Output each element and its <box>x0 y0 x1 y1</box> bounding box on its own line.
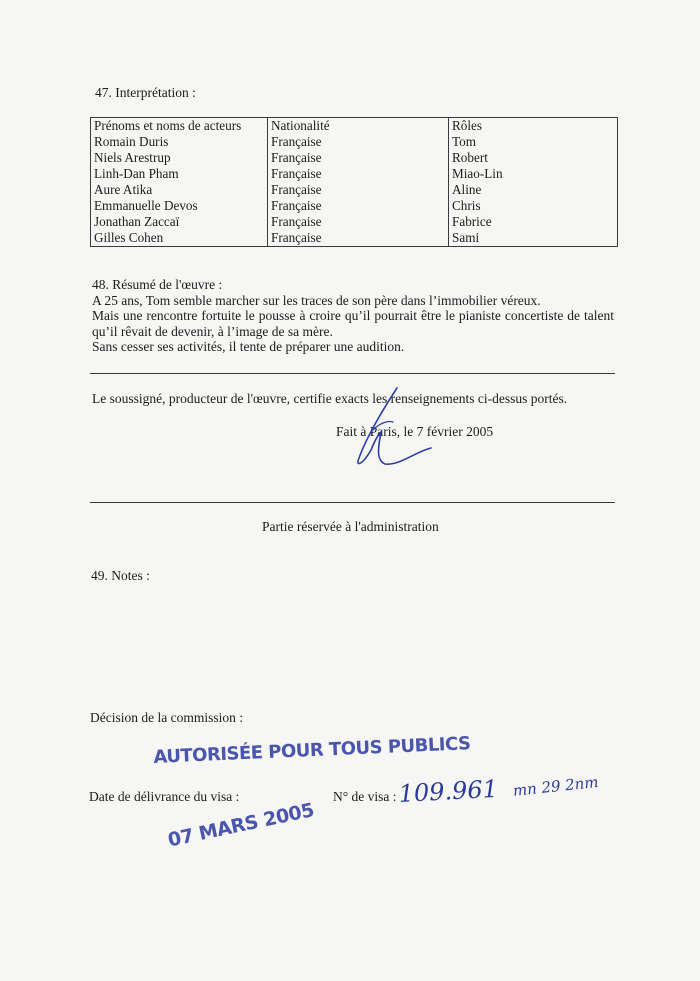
actor-name: Jonathan Zaccaï <box>94 214 180 229</box>
summary-line: Sans cesser ses activités, il tente de préparer une audition. <box>92 339 405 355</box>
summary-line: Mais une rencontre fortuite le pousse à croire qu’il pourrait être le pianiste concertiste de talent qu’il rêvait de devenir, à l’image de sa mère. <box>92 308 614 339</box>
nationality: Française <box>271 214 322 229</box>
table-row <box>91 118 618 247</box>
date-stamp: 07 MARS 2005 <box>166 799 316 852</box>
nationality: Française <box>271 166 322 181</box>
actor-name: Romain Duris <box>94 134 169 149</box>
role: Sami <box>452 230 480 245</box>
roles-column <box>449 118 618 247</box>
divider <box>90 502 615 503</box>
actor-name: Linh-Dan Pham <box>94 166 179 181</box>
actor-name: Niels Arestrup <box>94 150 171 165</box>
column-header-nationality: Nationalité <box>271 118 330 133</box>
nationality: Française <box>271 230 322 245</box>
nationality: Française <box>271 182 322 197</box>
visa-number: 109.961 <box>398 774 499 808</box>
producer-signature <box>345 384 445 474</box>
date-label: Date de délivrance du visa : <box>89 789 240 804</box>
actors-column <box>91 118 268 247</box>
section-48-summary <box>92 277 614 355</box>
notes-label: 49. Notes : <box>91 568 150 583</box>
role: Chris <box>452 198 481 213</box>
column-header-actors: Prénoms et noms de acteurs <box>94 118 242 133</box>
role: Aline <box>452 182 482 197</box>
divider <box>90 373 615 374</box>
actor-name: Gilles Cohen <box>94 230 164 245</box>
nationality: Française <box>271 150 322 165</box>
section-48-heading: 48. Résumé de l'œuvre : <box>92 277 223 292</box>
decision-stamp: AUTORISÉE POUR TOUS PUBLICS <box>153 733 471 768</box>
place-date: Fait à Paris, le 7 février 2005 <box>336 424 494 439</box>
section-47-heading: 47. Interprétation : <box>95 85 196 100</box>
decision-label: Décision de la commission : <box>90 710 243 725</box>
role: Robert <box>452 150 488 165</box>
nationality-column <box>268 118 449 247</box>
role: Fabrice <box>452 214 492 229</box>
nationality: Française <box>271 198 322 213</box>
actor-name: Aure Atika <box>94 182 153 197</box>
administration-title: Partie réservée à l'administration <box>262 519 439 534</box>
certification-statement: Le soussigné, producteur de l'œuvre, certifie exacts les renseignements ci-dessus portés. <box>92 391 568 406</box>
actor-name: Emmanuelle Devos <box>94 198 198 213</box>
cast-table <box>90 117 618 247</box>
role: Miao-Lin <box>452 166 503 181</box>
role: Tom <box>452 134 476 149</box>
summary-line: A 25 ans, Tom semble marcher sur les traces de son père dans l’immobilier véreux. <box>92 292 541 308</box>
visa-label: N° de visa : <box>333 789 397 804</box>
nationality: Française <box>271 134 322 149</box>
column-header-roles: Rôles <box>452 118 483 133</box>
visa-extra: mn 29 2nm <box>512 773 600 800</box>
